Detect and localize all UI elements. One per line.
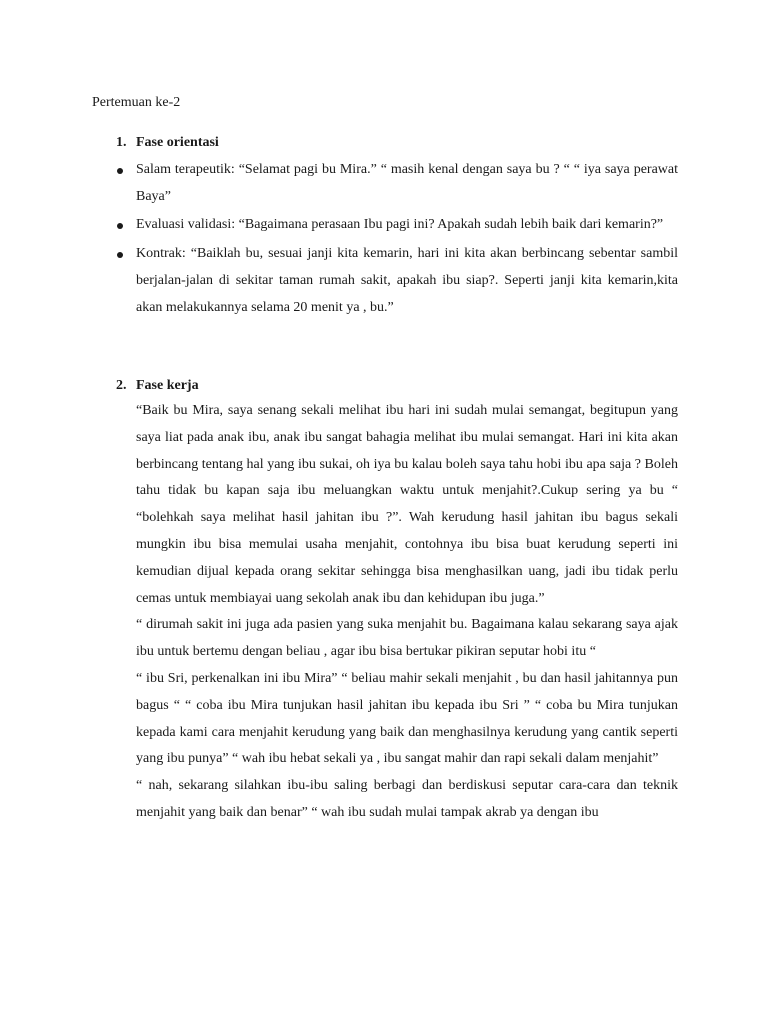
orientation-bullet-list <box>136 157 678 323</box>
section-number: 2. <box>116 378 127 393</box>
bullet-text: Evaluasi validasi: “Bagaimana perasaan Ibu pagi ini? Apakah sudah lebih baik dari kemarin?” <box>136 217 664 233</box>
bullet-text: Kontrak: “Baiklah bu, sesuai janji kita kemarin, hari ini kita akan berbincang sebentar sambil berjalan-jalan di sekitar taman rumah sakit, apakah ibu siap?. Seperti janji kita kemarin,kita akan melakukannya selama 20 menit ya , bu.” <box>136 246 678 315</box>
paragraph-dialogue: “ dirumah sakit ini juga ada pasien yang suka menjahit bu. Bagaimana kalau sekarang saya ajak ibu untuk bertemu dengan beliau , agar ibu bisa bertukar pikiran seputar hobi itu “ <box>136 617 678 660</box>
bullet-icon <box>117 223 123 229</box>
document-heading: Pertemuan ke-2 <box>92 95 181 110</box>
paragraph-dialogue: “ nah, sekarang silahkan ibu-ibu saling berbagi dan berdiskusi seputar cara-cara dan teknik menjahit yang baik dan benar” “ wah ibu sudah mulai tampak akrab ya dengan ibu <box>136 778 678 820</box>
paragraph-dialogue: “ ibu Sri, perkenalkan ini ibu Mira” “ beliau mahir sekali menjahit , bu dan hasil jahitannya pun bagus “ “ coba ibu Mira tunjukan hasil jahitan ibu kepada ibu Sri ” “ coba bu Mira tunjukan kepada kami cara menjahit kerudung yang baik dan menghasilnya kerudung yang cantik seperti yang ibu punya” “ wah ibu hebat sekali ya , ibu sangat mahir dan rapi sekali dalam menjahit” <box>136 670 678 767</box>
work-phase-paragraphs <box>136 398 678 827</box>
bullet-evaluasi-validasi <box>136 212 678 239</box>
bullet-icon <box>117 168 123 174</box>
paragraph-dialogue: “Baik bu Mira, saya senang sekali melihat ibu hari ini sudah mulai semangat, begitupun yang saya liat pada anak ibu, anak ibu sangat bahagia melihat ibu mulai semangat. Hari ini kita akan berbincang tentang hal yang ibu sukai, oh iya bu kalau boleh saya tahu hobi ibu apa saja ? Boleh tahu tidak bu kapan saja ibu meluangkan waktu untuk menjahit?.Cukup sering ya bu “ “bolehkah saya melihat hasil jahitan ibu ?”. Wah kerudung hasil jahitan ibu bagus sekali mungkin ibu bisa memulai usaha menjahit, contohnya ibu bisa buat kerudung seperti ini kemudian dijual kepada orang sekitar sehingga bisa menghasilkan uang, jadi ibu tidak perlu cemas untuk membiayai uang sekolah anak ibu dan kehidupan ibu juga.” <box>136 403 678 606</box>
section-number: 1. <box>116 135 127 150</box>
bullet-kontrak <box>136 241 678 321</box>
bullet-icon <box>117 252 123 258</box>
section-title-fase-kerja <box>116 377 199 395</box>
bullet-text: Salam terapeutik: “Selamat pagi bu Mira.” “ masih kenal dengan saya bu ? “ “ iya saya perawat Baya” <box>136 162 678 204</box>
section-title-fase-orientasi <box>116 134 219 152</box>
section-title-text: Fase orientasi <box>136 135 219 150</box>
section-title-text: Fase kerja <box>136 378 199 393</box>
bullet-salam-terapeutik <box>136 157 678 210</box>
